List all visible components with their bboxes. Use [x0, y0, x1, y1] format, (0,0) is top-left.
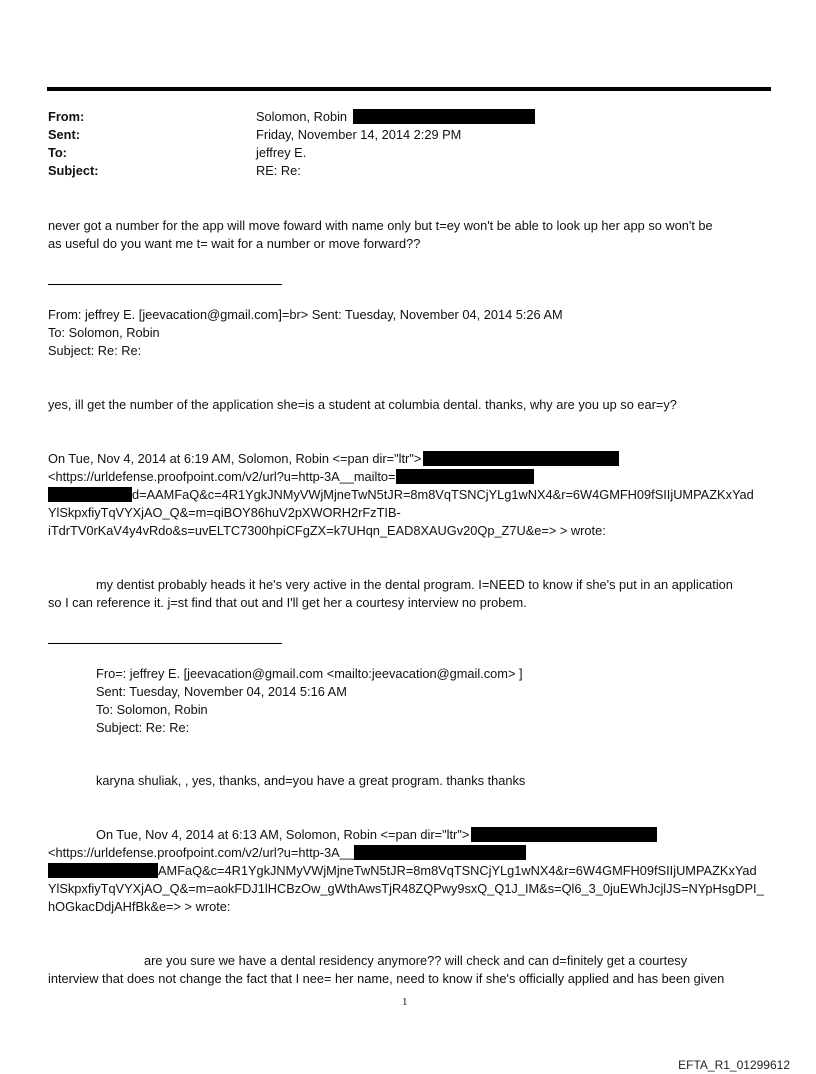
separator [48, 643, 282, 644]
quote-body-line: so I can reference it. j=st find that out and I'll get her a courtesy interview no probem. [48, 595, 527, 610]
from-value [256, 108, 535, 126]
to-label: To: [48, 145, 67, 160]
sent-value: Friday, November 14, 2014 2:29 PM [256, 127, 462, 142]
quote-to-line: To: Solomon, Robin [48, 325, 160, 340]
quote-body-line: are you sure we have a dental residency anymore?? will check and can d=finitely get a courtesy [144, 953, 688, 968]
redaction-bar [48, 863, 158, 878]
quote-body-line: my dentist probably heads it he's very active in the dental program. I=NEED to know if she's put in an application [96, 577, 733, 592]
body-line: never got a number for the app will move foward with name only but t=ey won't be able to look up her app so won't be [48, 218, 713, 233]
redaction-bar [354, 845, 526, 860]
url-line [48, 468, 534, 486]
quote-body: yes, ill get the number of the application she=is a student at columbia dental. thanks, why are you up so ear=y? [48, 397, 677, 412]
quote-subject-line: Subject: Re: Re: [48, 343, 142, 358]
url-line: YlSkpxfiyTqVYXjAO_Q&=m=aokFDJ1lHCBzOw_gWthAwsTjR48ZQPwy9sxQ_Q1J_IM&s=Ql6_3_0juEWhJcjlJS=NYpHsgDPI_ [48, 881, 764, 896]
body-line: as useful do you want me t= wait for a number or move forward?? [48, 236, 421, 251]
redaction-bar [48, 487, 132, 502]
url-line: YlSkpxfiyTqVYXjAO_Q&=m=qiBOY86huV2pXWORH2rFzTIB- [48, 505, 401, 520]
url-line [48, 862, 757, 880]
quote-sent-line: Sent: Tuesday, November 04, 2014 5:16 AM [96, 684, 347, 699]
redaction-bar [471, 827, 657, 842]
url-line [48, 486, 754, 504]
quote-subject-line: Subject: Re: Re: [96, 720, 190, 735]
quote-body-line: interview that does not change the fact that I nee= her name, need to know if she's officially applied and has been given [48, 971, 725, 986]
subject-label: Subject: [48, 163, 99, 178]
quote-on-text: On Tue, Nov 4, 2014 at 6:19 AM, Solomon, Robin <=pan dir="ltr"> [48, 451, 422, 466]
page-number: 1 [402, 996, 408, 1008]
url-text: <https://urldefense.proofpoint.com/v2/url?u=http-3A__ [48, 845, 354, 860]
from-label: From: [48, 109, 85, 124]
from-name: Solomon, Robin [256, 109, 348, 124]
quote-to-line: To: Solomon, Robin [96, 702, 208, 717]
document-id: EFTA_R1_01299612 [678, 1058, 790, 1072]
to-value: jeffrey E. [256, 145, 307, 160]
subject-value: RE: Re: [256, 163, 301, 178]
redaction-bar [353, 109, 535, 124]
header-rule [47, 87, 771, 91]
redaction-bar [423, 451, 619, 466]
url-line: iTdrTV0rKaV4y4vRdo&s=uvELTC7300hpiCFgZX=k7UHqn_EAD8XAUGv20Qp_Z7U&e=> > wrote: [48, 523, 606, 538]
url-text: <https://urldefense.proofpoint.com/v2/url?u=http-3A__mailto= [48, 469, 396, 484]
url-line [48, 844, 526, 862]
sent-label: Sent: [48, 127, 80, 142]
redaction-bar [396, 469, 534, 484]
quote-from-line: From: jeffrey E. [jeevacation@gmail.com]=br> Sent: Tuesday, November 04, 2014 5:26 AM [48, 307, 563, 322]
url-line: hOGkacDdjAHfBk&e=> > wrote: [48, 899, 231, 914]
quote-from-line: Fro=: jeffrey E. [jeevacation@gmail.com <mailto:jeevacation@gmail.com> ] [96, 666, 523, 681]
quote-on-text: On Tue, Nov 4, 2014 at 6:13 AM, Solomon, Robin <=pan dir="ltr"> [96, 827, 470, 842]
quote-on-line [96, 826, 657, 844]
url-text: AMFaQ&c=4R1YgkJNMyVWjMjneTwN5tJR=8m8VqTSNCjYLg1wNX4&r=6W4GMFH09fSIIjUMPAZKxYad [158, 863, 757, 878]
url-text: d=AAMFaQ&c=4R1YgkJNMyVWjMjneTwN5tJR=8m8VqTSNCjYLg1wNX4&r=6W4GMFH09fSIIjUMPAZKxYad [132, 487, 754, 502]
quote-on-line [48, 450, 619, 468]
quote-body: karyna shuliak, , yes, thanks, and=you have a great program. thanks thanks [96, 773, 526, 788]
separator [48, 284, 282, 285]
